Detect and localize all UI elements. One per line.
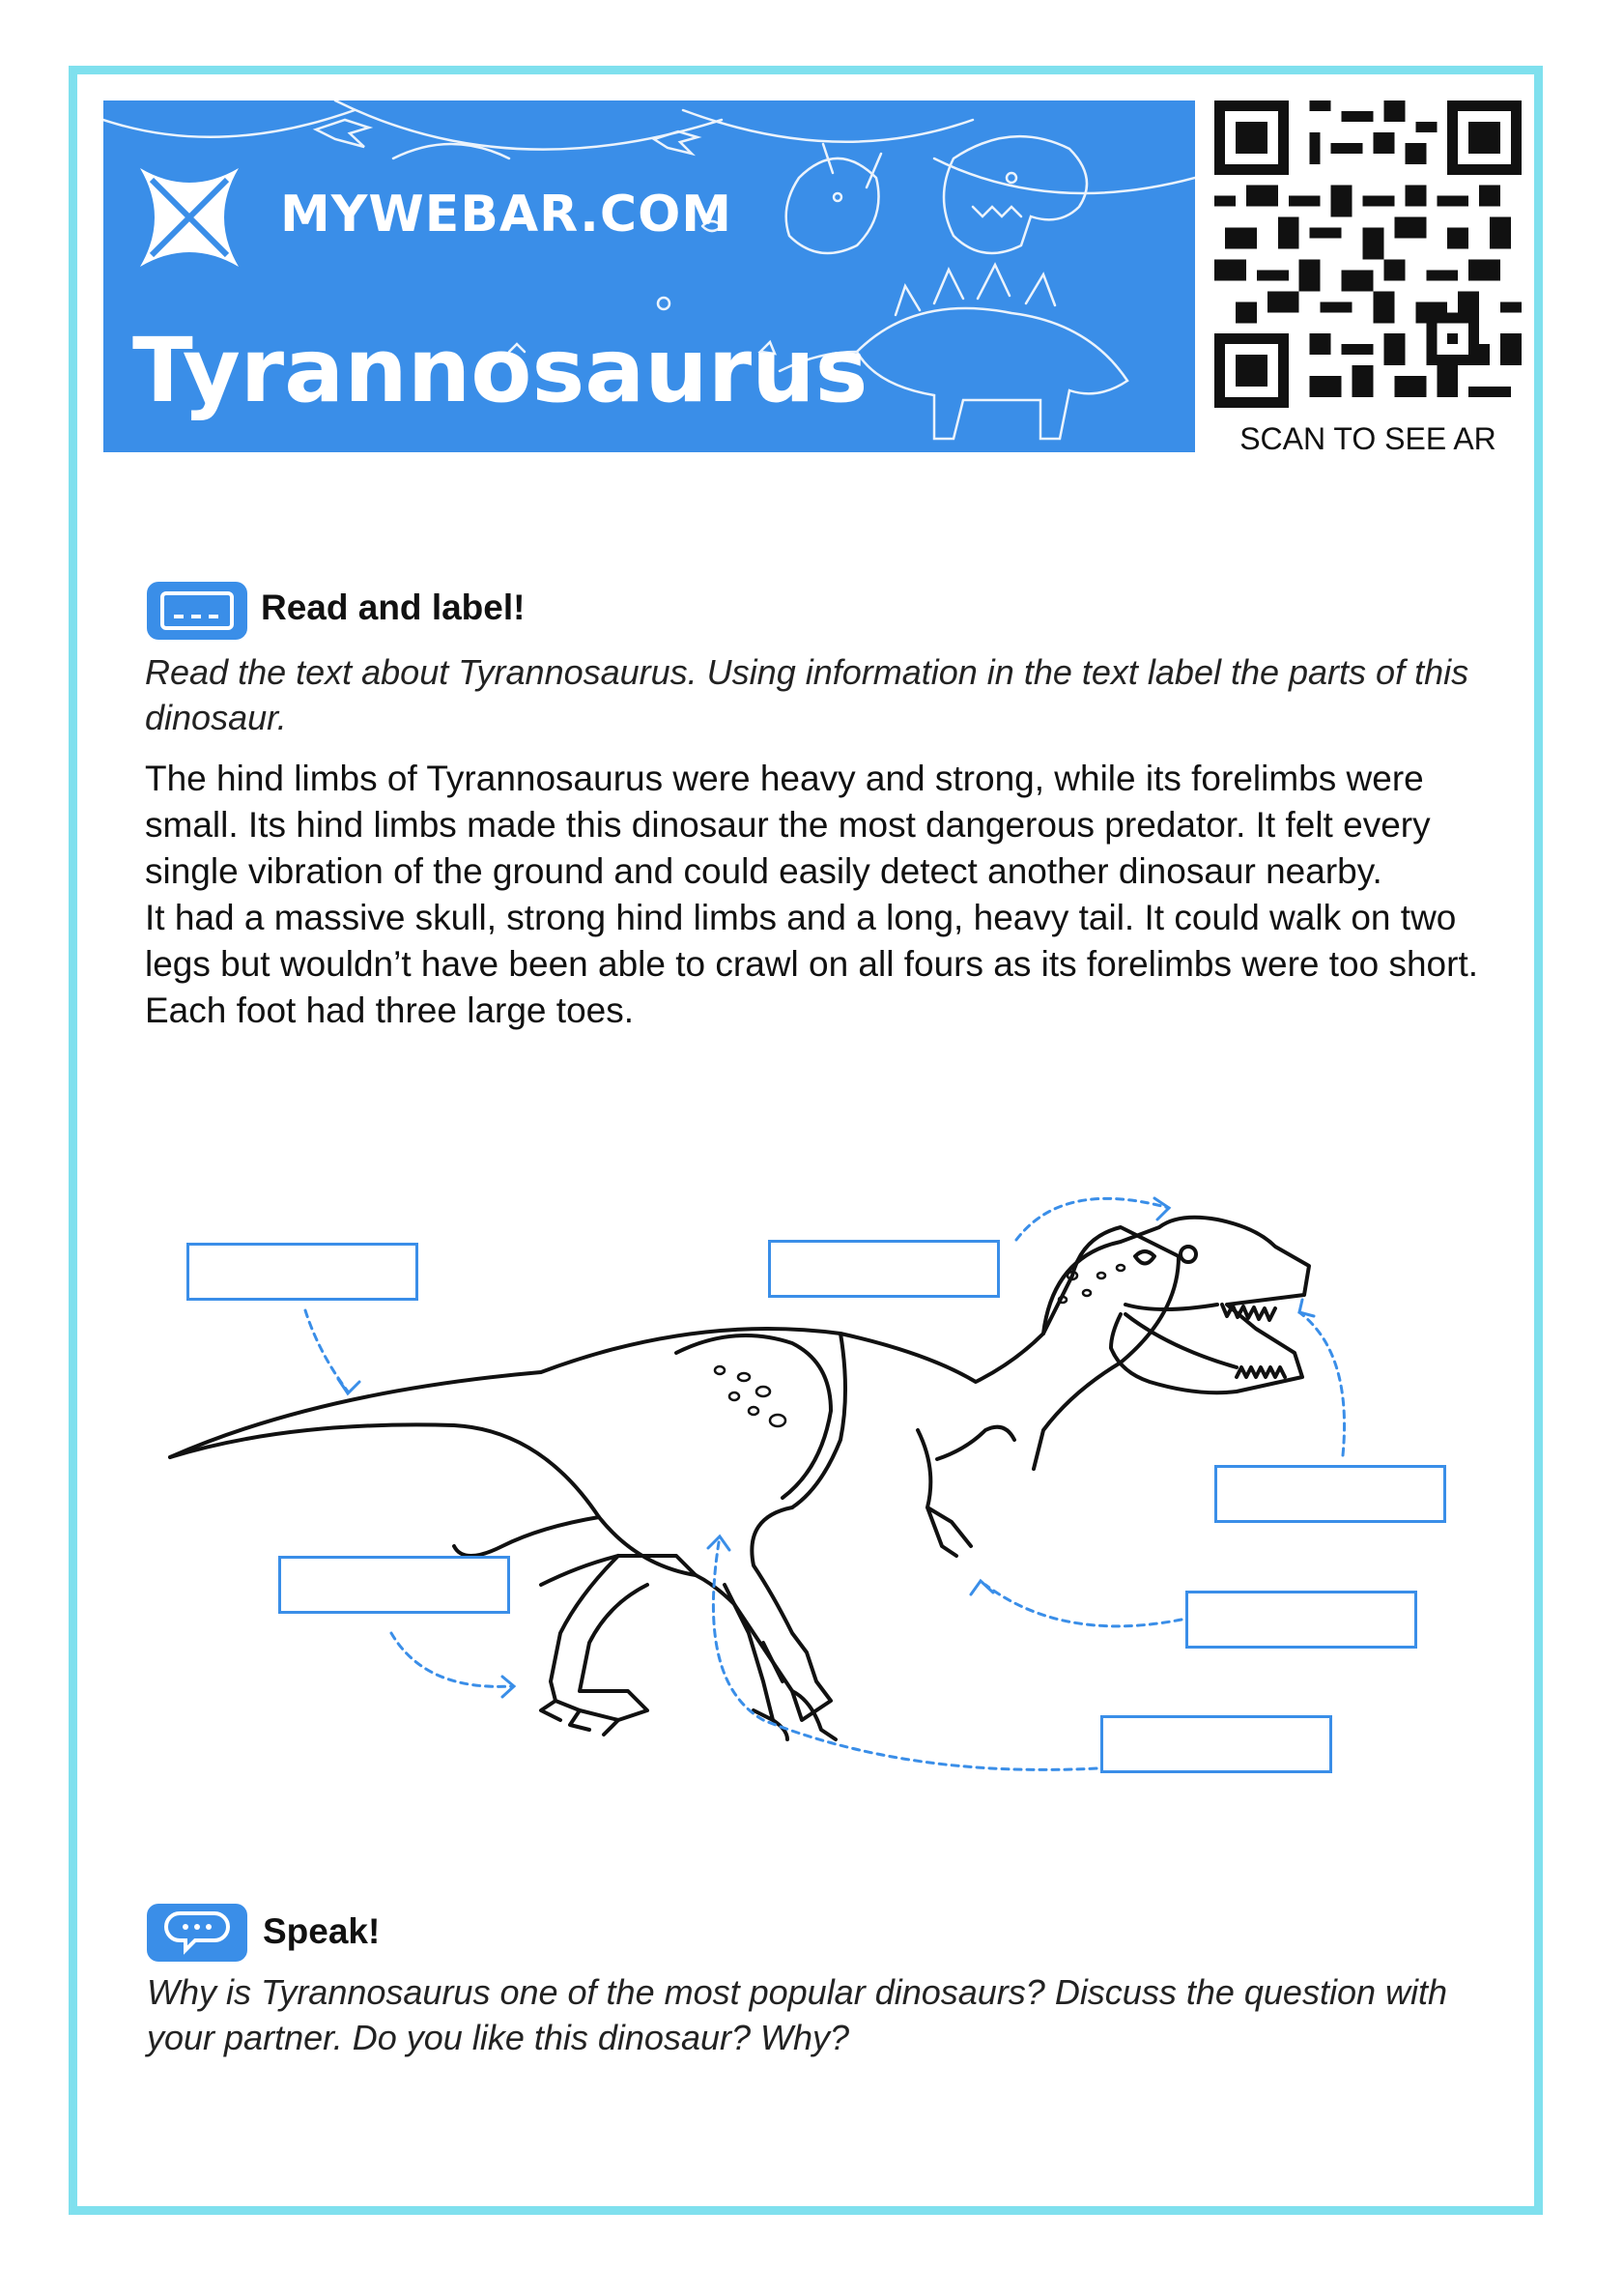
read-section-heading: Read and label! xyxy=(261,588,526,627)
header-banner xyxy=(103,100,1195,452)
label-answer-box[interactable] xyxy=(278,1556,510,1614)
brand-name: MYWEBAR.COM xyxy=(280,186,733,244)
mywebar-logo xyxy=(130,158,248,276)
read-instructions: Read the text about Tyrannosaurus. Using information in the text label the parts of this dinosaur. xyxy=(145,652,1469,737)
label-answer-box[interactable] xyxy=(1185,1591,1417,1649)
speech-bubble-icon xyxy=(147,1904,247,1962)
read-passage xyxy=(145,756,1497,1034)
speak-instructions: Why is Tyrannosaurus one of the most popular dinosaurs? Discuss the question with your partner. Do you like this dinosaur? Why? xyxy=(147,1972,1448,2057)
label-answer-box[interactable] xyxy=(1214,1465,1446,1523)
passage-paragraph: The hind limbs of Tyrannosaurus were heavy and strong, while its forelimbs were small. Its hind limbs made this dinosaur the most dangerous predator. It felt every single vibration of the ground and could easily detect another dinosaur nearby. xyxy=(145,759,1431,891)
qr-code[interactable] xyxy=(1210,100,1525,408)
page-title: Tyrannosaurus xyxy=(132,319,868,422)
qr-caption: SCAN TO SEE AR xyxy=(1239,421,1496,456)
label-answer-box[interactable] xyxy=(1100,1715,1332,1773)
speak-section-heading: Speak! xyxy=(263,1911,381,1951)
subtitles-icon xyxy=(147,582,247,640)
passage-paragraph: It had a massive skull, strong hind limbs and a long, heavy tail. It could walk on two legs but wouldn’t have been able to crawl on all fours as its forelimbs were too short. Each foot had three large toes. xyxy=(145,898,1479,1030)
label-answer-box[interactable] xyxy=(768,1240,1000,1298)
label-answer-box[interactable] xyxy=(186,1243,418,1301)
